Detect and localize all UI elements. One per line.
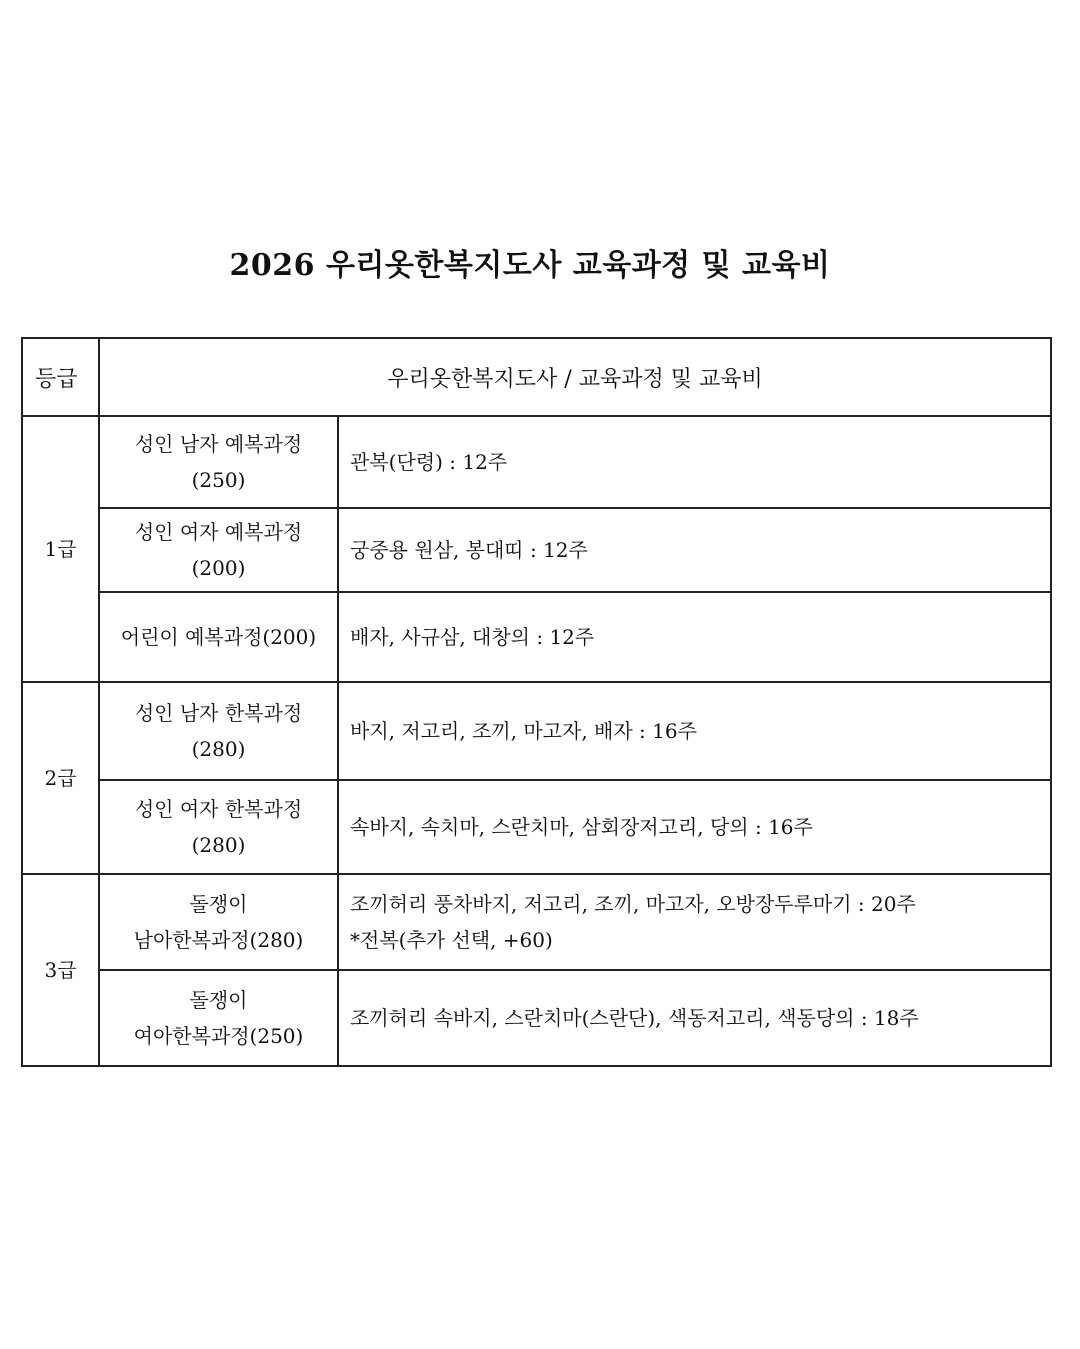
course-cell — [99, 874, 338, 970]
course-fee: (280) — [191, 737, 246, 761]
detail-note: *전복(추가 선택, +60) — [350, 928, 553, 952]
course-fee: 남아한복과정(280) — [133, 928, 304, 952]
detail-cell — [338, 780, 1051, 874]
detail-line: 관복(단령) : 12주 — [350, 450, 508, 474]
header-grade: 등급 — [22, 338, 99, 416]
course-line: 어린이 예복과정(200) — [120, 625, 317, 649]
header-program: 우리옷한복지도사 / 교육과정 및 교육비 — [99, 338, 1051, 416]
detail-line: 조끼허리 풍차바지, 저고리, 조끼, 마고자, 오방장두루마기 : 20주 — [350, 892, 916, 916]
course-line: 성인 여자 한복과정 — [134, 797, 303, 821]
detail-line: 조끼허리 속바지, 스란치마(스란단), 색동저고리, 색동당의 : 18주 — [350, 1006, 919, 1030]
course-cell — [99, 592, 338, 682]
detail-line: 속바지, 속치마, 스란치마, 삼회장저고리, 당의 : 16주 — [350, 815, 813, 839]
table-row — [22, 780, 1051, 874]
course-fee: 여아한복과정(250) — [133, 1024, 304, 1048]
detail-cell — [338, 874, 1051, 970]
grade-cell-3: 3급 — [22, 874, 99, 1066]
detail-line: 바지, 저고리, 조끼, 마고자, 배자 : 16주 — [350, 719, 697, 743]
course-line: 성인 남자 한복과정 — [134, 701, 303, 725]
document-title: 2026 우리옷한복지도사 교육과정 및 교육비 — [229, 248, 831, 283]
course-cell — [99, 780, 338, 874]
table-row — [22, 508, 1051, 592]
course-cell — [99, 970, 338, 1066]
detail-cell — [338, 970, 1051, 1066]
detail-cell — [338, 508, 1051, 592]
table-row — [22, 416, 1051, 508]
course-line: 돌쟁이 — [189, 988, 248, 1012]
detail-cell — [338, 592, 1051, 682]
grade-cell-2: 2급 — [22, 682, 99, 874]
grade-cell-1: 1급 — [22, 416, 99, 682]
detail-cell — [338, 682, 1051, 780]
table-row — [22, 874, 1051, 970]
course-fee: (280) — [191, 833, 246, 857]
table-row — [22, 682, 1051, 780]
detail-line: 궁중용 원삼, 봉대띠 : 12주 — [350, 538, 588, 562]
course-line: 성인 남자 예복과정 — [134, 432, 303, 456]
course-cell — [99, 416, 338, 508]
course-fee: (250) — [191, 468, 246, 492]
course-cell — [99, 508, 338, 592]
course-line: 성인 여자 예복과정 — [134, 520, 303, 544]
course-table — [21, 337, 1052, 1067]
table-header-row — [22, 338, 1051, 416]
course-fee: (200) — [191, 556, 246, 580]
table-row — [22, 592, 1051, 682]
detail-line: 배자, 사규삼, 대창의 : 12주 — [350, 625, 595, 649]
course-cell — [99, 682, 338, 780]
table-row — [22, 970, 1051, 1066]
course-line: 돌쟁이 — [189, 892, 248, 916]
detail-cell — [338, 416, 1051, 508]
